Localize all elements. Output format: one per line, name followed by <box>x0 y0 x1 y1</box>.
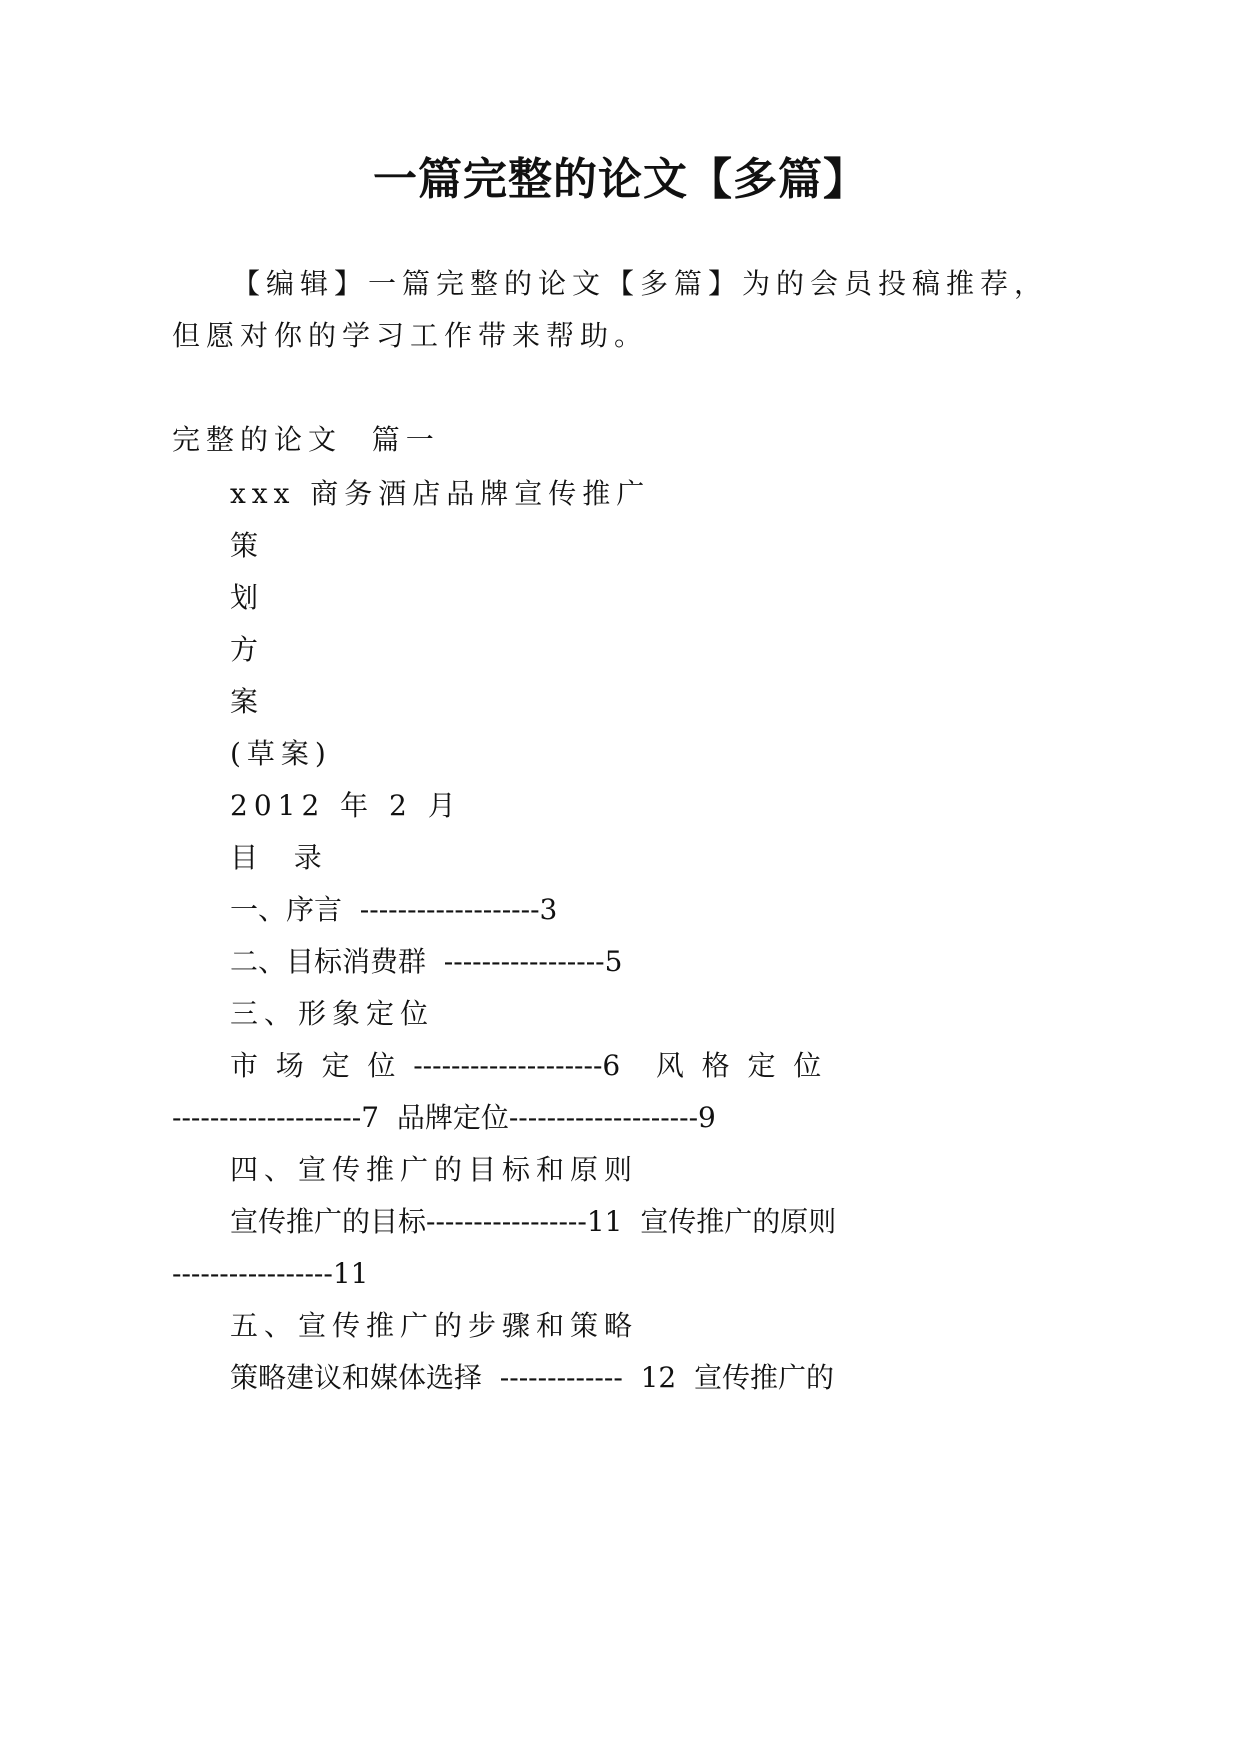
toc-entry: -----------------11 <box>172 1257 369 1290</box>
toc-entry: 宣传推广的目标-----------------11 宣传推广的原则 <box>230 1205 837 1238</box>
text-line: 方 <box>230 633 259 666</box>
toc-entry: 策略建议和媒体选择 ------------- 12 宣传推广的 <box>230 1361 835 1394</box>
text-line: (草案) <box>230 737 332 770</box>
toc-entry: 二、目标消费群 -----------------5 <box>230 945 623 978</box>
toc-entry: 市 场 定 位 --------------------6 风 格 定 位 <box>230 1049 822 1082</box>
toc-entry: --------------------7 品牌定位--------------------9 <box>172 1101 716 1134</box>
document-title: 一篇完整的论文【多篇】 <box>373 154 868 205</box>
section-heading: 完整的论文 篇一 <box>172 423 440 456</box>
toc-entry: 一、序言 -------------------3 <box>230 893 558 926</box>
text-line: 策 <box>230 529 259 562</box>
text-line: 2012 年 2 月 <box>230 789 462 822</box>
text-line: 划 <box>230 581 259 614</box>
toc-heading: 目 录 <box>230 841 328 874</box>
toc-entry: 五、宣传推广的步骤和策略 <box>230 1309 639 1342</box>
toc-entry: 三、形象定位 <box>230 997 435 1030</box>
intro-line-2: 但愿对你的学习工作带来帮助。 <box>172 319 649 352</box>
text-line: 案 <box>230 685 259 718</box>
intro-line-1: 【编辑】一篇完整的论文【多篇】为的会员投稿推荐， <box>232 267 1049 300</box>
text-line: xxx 商务酒店品牌宣传推广 <box>230 477 651 510</box>
toc-entry: 四、宣传推广的目标和原则 <box>230 1153 639 1186</box>
